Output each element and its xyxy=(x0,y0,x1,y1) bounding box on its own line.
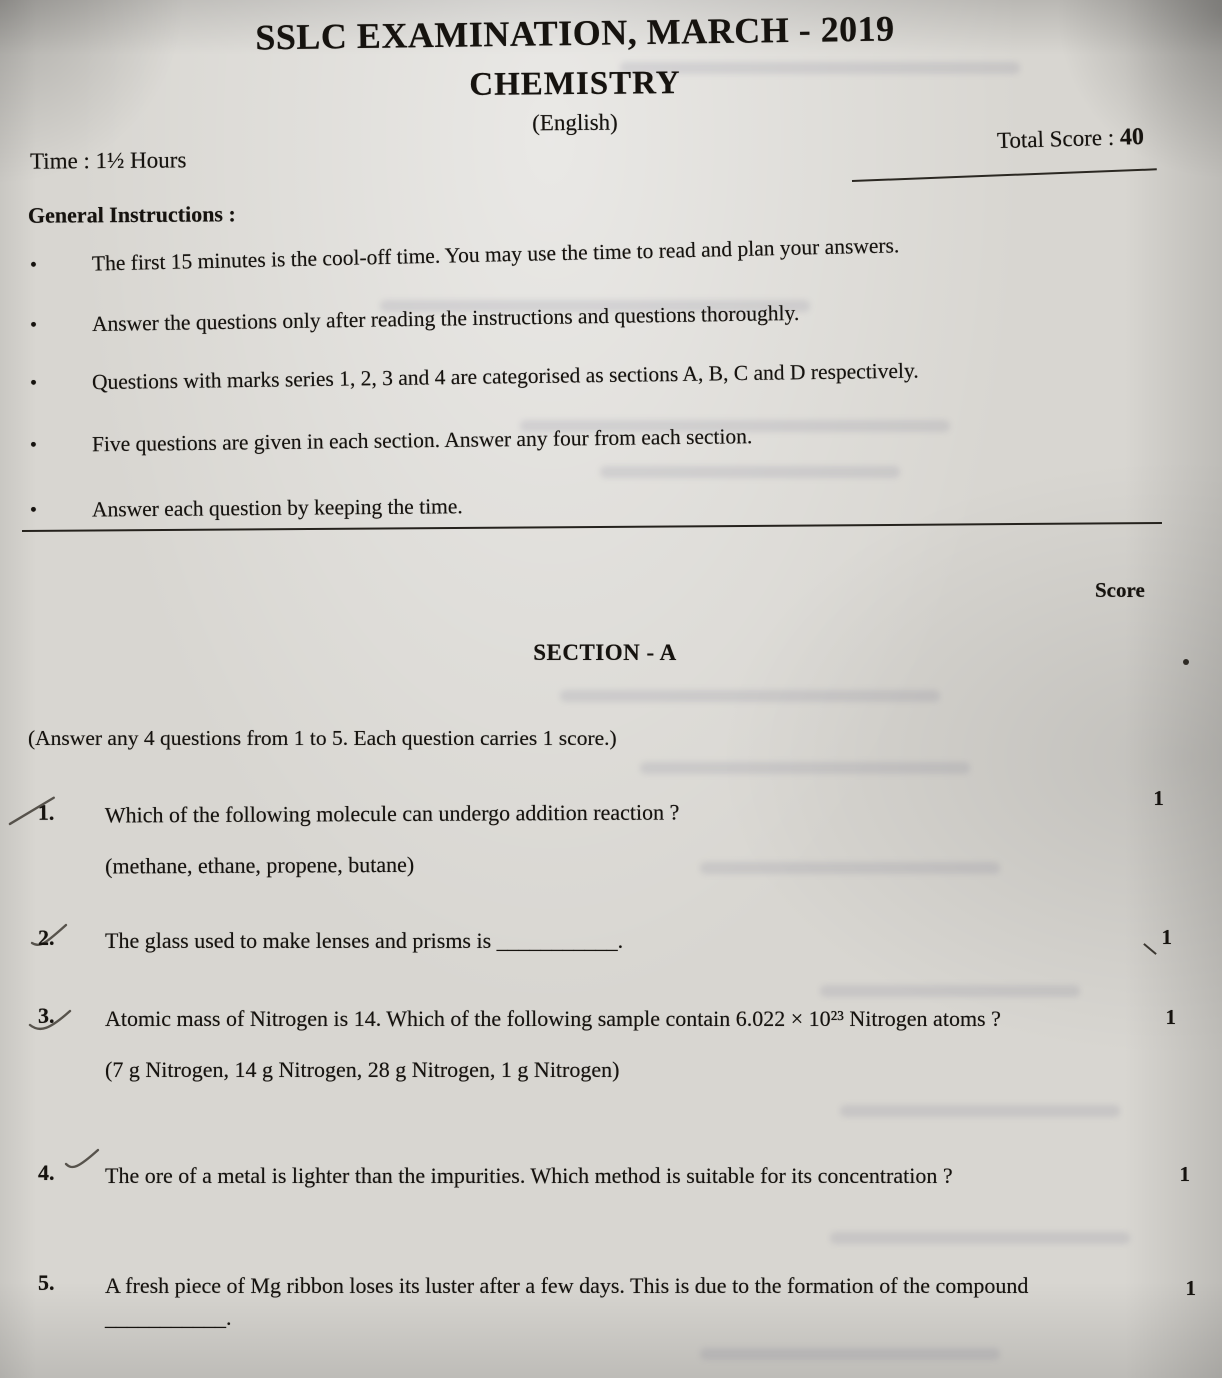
instruction-item xyxy=(30,354,1160,398)
question-number: 1. xyxy=(37,799,55,825)
bullet-icon: • xyxy=(29,313,38,336)
instruction-item xyxy=(30,418,1160,460)
time-allowed: Time : 1½ Hours xyxy=(29,147,187,174)
question-score: 1 xyxy=(1153,785,1164,810)
instruction-item xyxy=(30,487,1160,525)
question-5 xyxy=(0,1270,1222,1334)
bullet-icon: • xyxy=(29,253,38,276)
bleed-through-artifact xyxy=(600,466,900,478)
bullet-icon: • xyxy=(29,498,38,521)
question-score: 1 xyxy=(1179,1162,1190,1186)
bleed-through-artifact xyxy=(560,690,940,702)
question-options: (7 g Nitrogen, 14 g Nitrogen, 28 g Nitrogen, 1 g Nitrogen) xyxy=(105,1056,620,1082)
bleed-through-artifact xyxy=(830,1232,1130,1244)
section-a-heading: SECTION - A xyxy=(533,640,677,665)
total-score-label: Total Score : xyxy=(996,124,1115,154)
question-text: Atomic mass of Nitrogen is 14. Which of the following sample contain 6.022 × 10²³ Nitrogen atoms ? xyxy=(105,1006,1001,1031)
question-text: The ore of a metal is lighter than the impurities. Which method is suitable for its concentration ? xyxy=(105,1163,953,1188)
total-score-value: 40 xyxy=(1119,123,1145,151)
question-number: 4. xyxy=(38,1160,55,1185)
question-options: (methane, ethane, propene, butane) xyxy=(105,851,415,879)
question-text: The glass used to make lenses and prisms is ___________. xyxy=(105,928,624,953)
instruction-text: Answer each question by keeping the time. xyxy=(91,494,463,522)
question-number: 5. xyxy=(38,1270,55,1295)
total-score xyxy=(997,124,1145,155)
question-number: 3. xyxy=(38,1003,55,1028)
question-score: 1 xyxy=(1185,1276,1196,1300)
section-a-note: (Answer any 4 questions from 1 to 5. Each question carries 1 score.) xyxy=(28,726,617,750)
instruction-text: The first 15 minutes is the cool-off time. You may use the time to read and plan your answers. xyxy=(91,233,900,276)
bleed-through-artifact xyxy=(840,1105,1120,1117)
question-score: 1 xyxy=(1165,1005,1176,1029)
header-divider-line xyxy=(852,168,1157,182)
general-instructions-heading: General Instructions : xyxy=(27,201,236,228)
bleed-through-artifact xyxy=(700,1348,1000,1360)
bullet-icon: • xyxy=(29,371,38,394)
instruction-item xyxy=(30,226,1160,280)
pen-tick-icon xyxy=(62,1146,102,1176)
question-text: Which of the following molecule can undergo addition reaction ? xyxy=(104,799,680,828)
subject-title: CHEMISTRY xyxy=(469,65,681,103)
section-divider-line xyxy=(22,522,1162,532)
language-label: (English) xyxy=(532,109,618,136)
exam-title: SSLC EXAMINATION, MARCH - 2019 xyxy=(255,8,895,58)
question-4 xyxy=(0,1160,1222,1192)
question-3 xyxy=(0,1003,1222,1083)
question-number: 2. xyxy=(38,925,55,950)
bleed-through-artifact xyxy=(820,985,1080,997)
instruction-text: Five questions are given in each section. Answer any four from each section. xyxy=(91,424,753,457)
bullet-icon: • xyxy=(29,433,38,456)
question-1 xyxy=(0,785,1222,880)
instruction-text: Questions with marks series 1, 2, 3 and 4 are categorised as sections A, B, C and D respectively. xyxy=(91,358,919,395)
bleed-through-artifact xyxy=(640,762,970,774)
instruction-text: Answer the questions only after reading the instructions and questions thoroughly. xyxy=(91,300,800,337)
question-score: 1 xyxy=(1161,925,1172,949)
score-column-header: Score xyxy=(1095,578,1145,602)
question-2 xyxy=(0,925,1222,957)
question-text: A fresh piece of Mg ribbon loses its luster after a few days. This is due to the formation of the compound ___________. xyxy=(105,1273,1029,1330)
